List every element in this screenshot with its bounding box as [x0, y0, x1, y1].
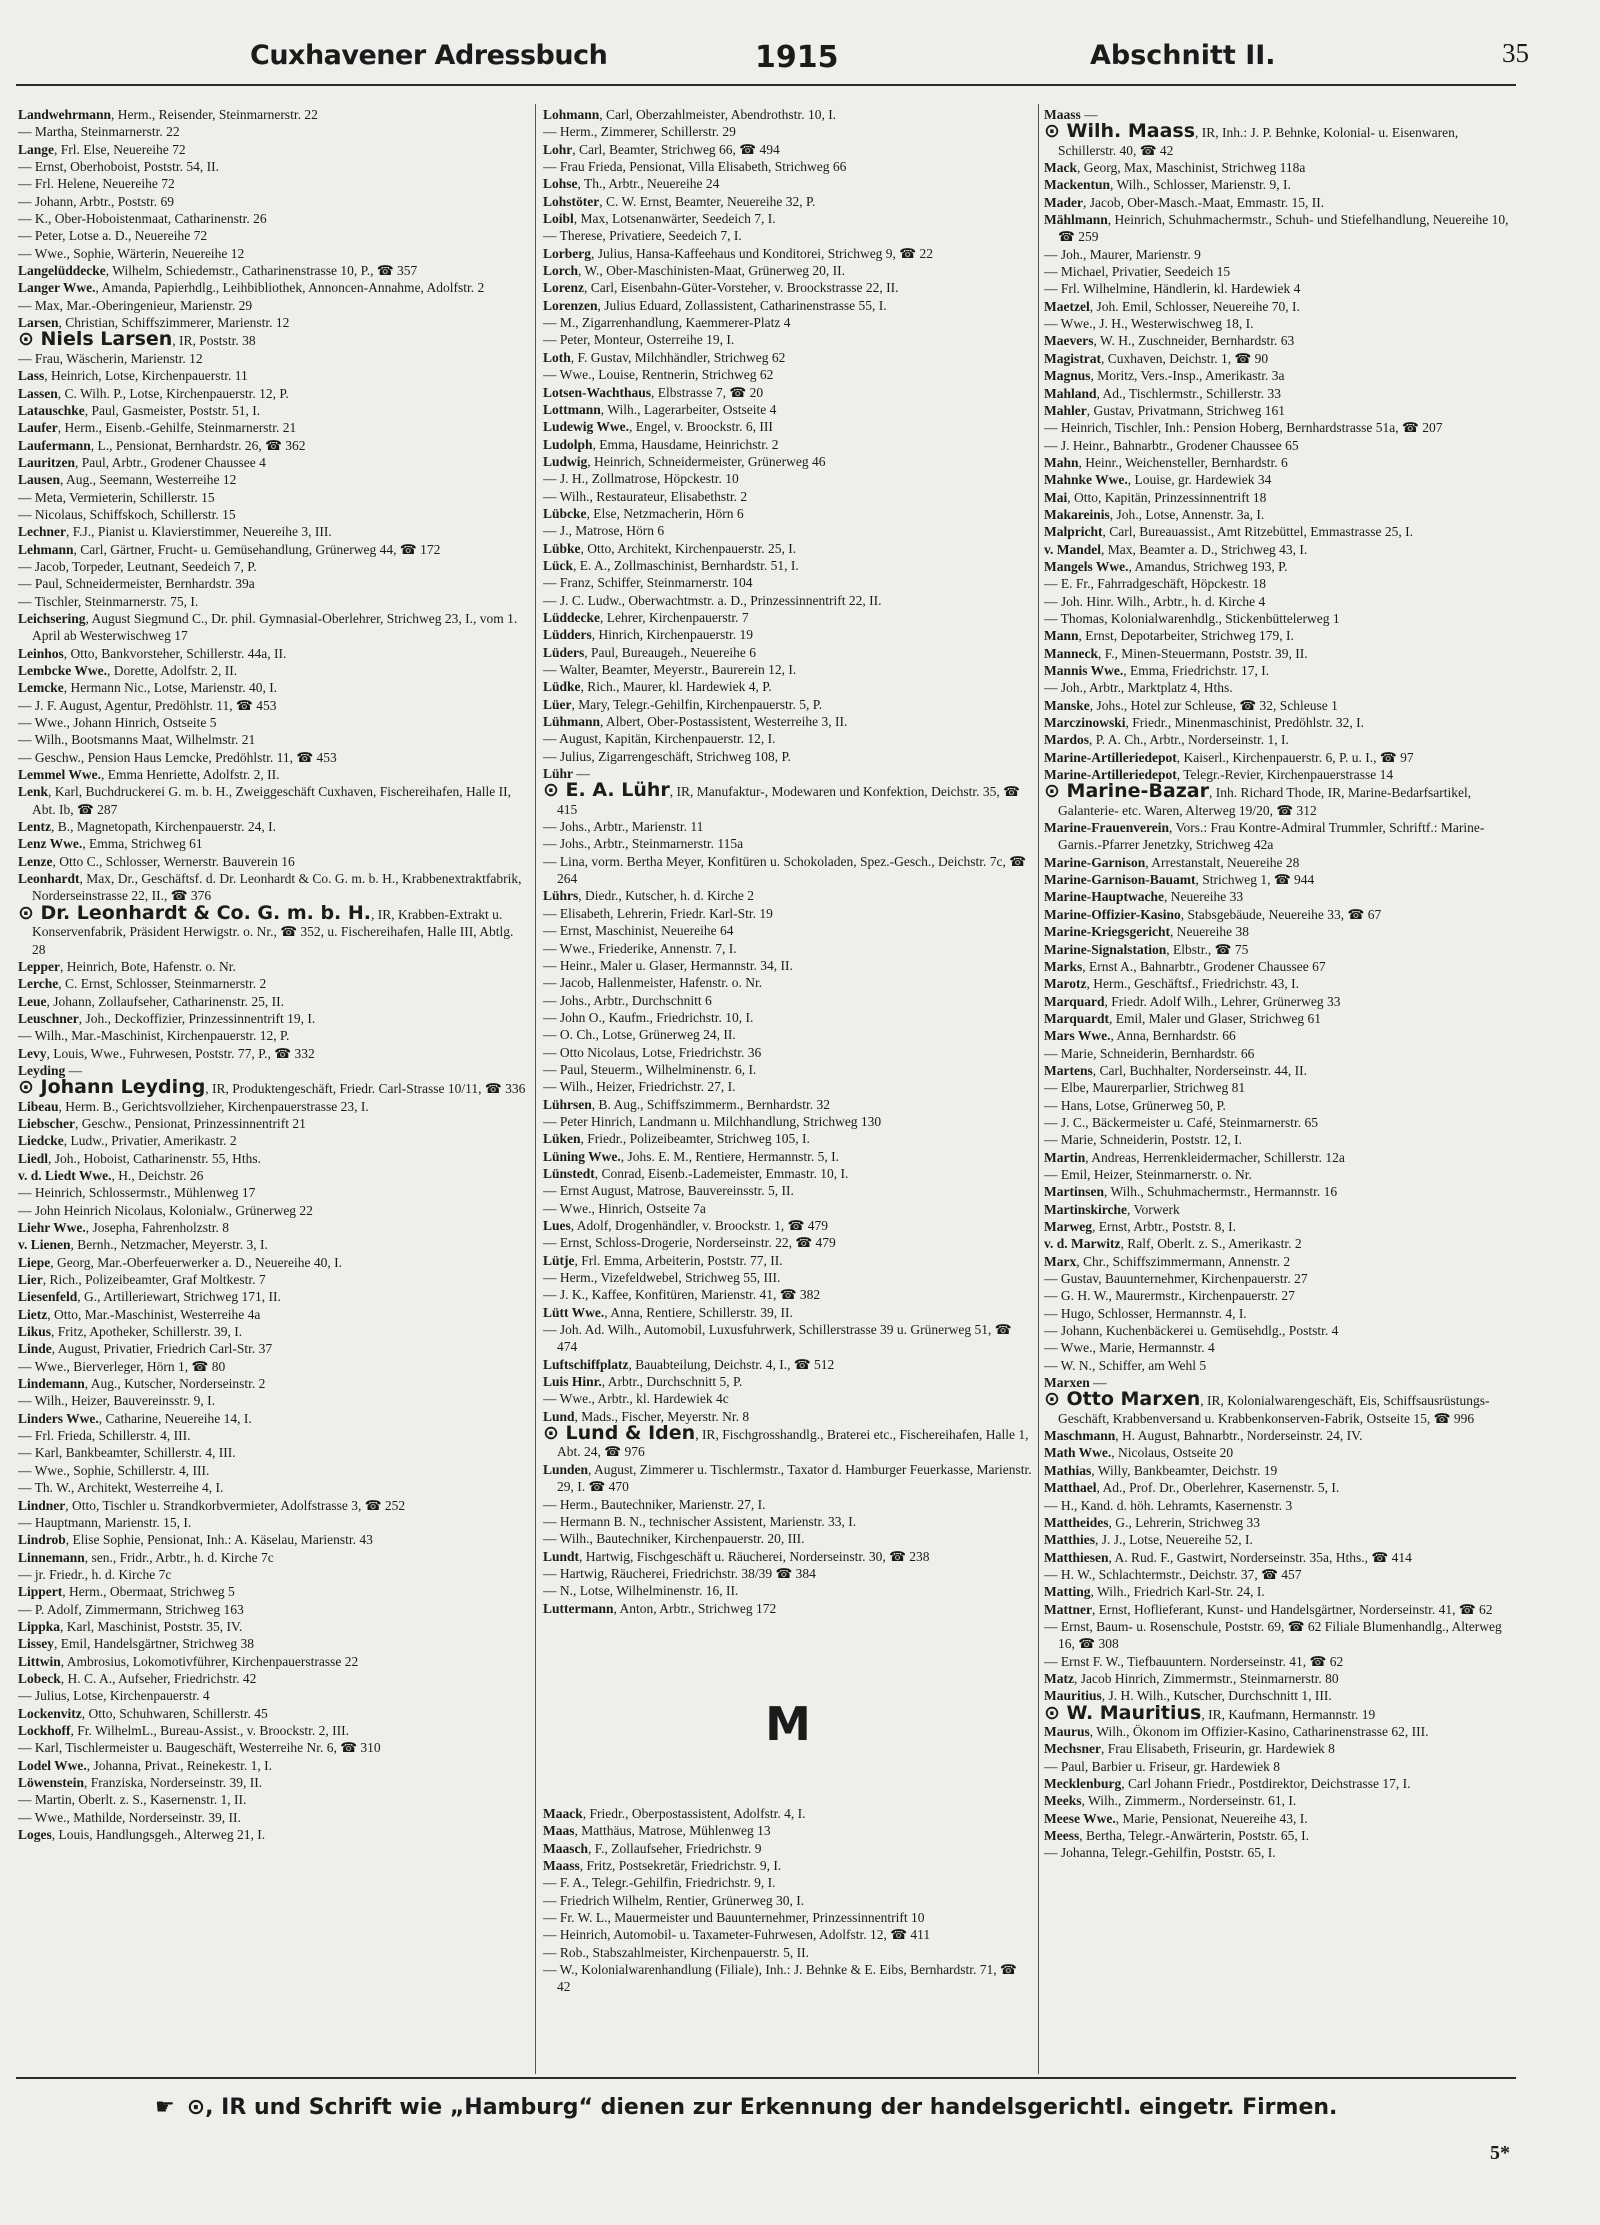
directory-entry: — Ernst F. W., Tiefbauuntern. Norderseinstr. 41, ☎ 62 [1044, 1653, 1344, 1669]
directory-entry: Maass, Fritz, Postsekretär, Friedrichstr. 9, I. [543, 1857, 782, 1873]
directory-entry: Math Wwe., Nicolaus, Ostseite 20 [1044, 1445, 1234, 1461]
directory-entry: Marquardt, Emil, Maler und Glaser, Strichweg 61 [1044, 1010, 1322, 1026]
directory-entry: — Rob., Stabszahlmeister, Kirchenpauerstr. 5, II. [543, 1944, 810, 1960]
directory-entry: v. d. Liedt Wwe., H., Deichstr. 26 [18, 1167, 204, 1183]
column-divider [1038, 104, 1039, 2074]
directory-entry: Meeks, Wilh., Zimmerm., Norderseinstr. 61, I. [1044, 1793, 1297, 1809]
directory-entry: Lütje, Frl. Emma, Arbeiterin, Poststr. 77, II. [543, 1252, 783, 1268]
directory-entry: Lass, Heinrich, Lotse, Kirchenpauerstr. 11 [18, 368, 248, 384]
directory-entry: Matz, Jacob Hinrich, Zimmermstr., Steinmarnerstr. 80 [1044, 1670, 1339, 1686]
directory-entry: — Wwe., Hinrich, Ostseite 7a [543, 1200, 706, 1216]
directory-entry: Lechner, F.J., Pianist u. Klavierstimmer, Neuereihe 3, III. [18, 524, 332, 540]
directory-entry: — Jacob, Torpeder, Leutnant, Seedeich 7, P. [18, 558, 257, 574]
directory-entry: Mattheides, G., Lehrerin, Strichweg 33 [1044, 1514, 1260, 1530]
directory-entry: — W., Kolonialwarenhandlung (Filiale), Inh.: J. Behnke & E. Eibs, Bernhardstr. 71, ☎ 42 [543, 1962, 1017, 1995]
directory-entry: Matthiesen, A. Rud. F., Gastwirt, Norderseinstr. 35a, Hths., ☎ 414 [1044, 1549, 1412, 1565]
directory-entry: Mahn, Heinr., Weichensteller, Bernhardstr. 6 [1044, 454, 1288, 470]
directory-entry: Makareinis, Joh., Lotse, Annenstr. 3a, I. [1044, 506, 1265, 522]
directory-entry: — J., Matrose, Hörn 6 [543, 523, 665, 539]
directory-entry: Lübcke, Else, Netzmacherin, Hörn 6 [543, 505, 744, 521]
directory-entry: Lerche, C. Ernst, Schlosser, Steinmarnerstr. 2 [18, 976, 267, 992]
directory-entry: Lorch, W., Ober-Maschinisten-Maat, Grünerweg 20, II. [543, 263, 846, 279]
directory-entry: — Wwe., Johann Hinrich, Ostseite 5 [18, 715, 217, 731]
directory-entry: — Wilh., Mar.-Maschinist, Kirchenpauerstr. 12, P. [18, 1028, 290, 1044]
directory-entry: Marine-Artilleriedepot, Kaiserl., Kirchenpauerstr. 6, P. u. I., ☎ 97 [1044, 749, 1414, 765]
directory-entry: — John Heinrich Nicolaus, Kolonialw., Grünerweg 22 [18, 1202, 313, 1218]
directory-entry: Liehr Wwe., Josepha, Fahrenholzstr. 8 [18, 1220, 229, 1235]
directory-entry: Lippka, Karl, Maschinist, Poststr. 35, IV. [18, 1618, 243, 1634]
directory-entry: Meess, Bertha, Telegr.-Anwärterin, Poststr. 65, I. [1044, 1828, 1309, 1844]
directory-entry: — August, Kapitän, Kirchenpauerstr. 12, I. [543, 731, 776, 747]
directory-entry: — Joh. Hinr. Wilh., Arbtr., h. d. Kirche 4 [1044, 593, 1266, 609]
directory-entry: Manneck, F., Minen-Steuermann, Poststr. 39, II. [1044, 645, 1308, 661]
directory-entry: — Johann, Kuchenbäckerei u. Gemüsehdlg., Poststr. 4 [1044, 1323, 1339, 1339]
header-rule [16, 84, 1516, 86]
directory-entry: — Therese, Privatiere, Seedeich 7, I. [543, 228, 742, 244]
directory-entry: — Michael, Privatier, Seedeich 15 [1044, 264, 1231, 280]
directory-entry: — Elisabeth, Lehrerin, Friedr. Karl-Str. 19 [543, 905, 773, 921]
directory-entry: — Ernst August, Matrose, Bauvereinsstr. 5, II. [543, 1183, 794, 1199]
directory-entry: Luftschiffplatz, Bauabteilung, Deichstr. 4, I., ☎ 512 [543, 1356, 835, 1372]
column-divider [535, 104, 536, 2074]
directory-entry: Lohr, Carl, Beamter, Strichweg 66, ☎ 494 [543, 141, 780, 157]
directory-entry: Ludolph, Emma, Hausdame, Heinrichstr. 2 [543, 436, 779, 452]
directory-entry: — Meta, Vermieterin, Schillerstr. 15 [18, 489, 215, 505]
directory-entry: Mecklenburg, Carl Johann Friedr., Postdirektor, Deichstrasse 17, I. [1044, 1776, 1411, 1791]
directory-entry: Marine-Garnison-Bauamt, Strichweg 1, ☎ 944 [1044, 872, 1315, 888]
directory-entry: Marine-Frauenverein, Vors.: Frau Kontre-Admiral Trummler, Schriftf.: Marine-Garnis.-Pfarrer Jenetzky, Strichweg 42a [1044, 820, 1485, 853]
directory-entry: — Julius, Zigarrengeschäft, Strichweg 108, P. [543, 748, 791, 764]
directory-entry: ⊙ W. Mauritius, IR, Kaufmann, Hermannstr. 19 [1044, 1701, 1376, 1724]
directory-entry: — Heinrich, Automobil- u. Taxameter-Fuhrwesen, Adolfstr. 12, ☎ 411 [543, 1927, 931, 1943]
directory-entry: Liepe, Georg, Mar.-Oberfeuerwerker a. D., Neuereihe 40, I. [18, 1254, 342, 1270]
directory-entry: — Ernst, Schloss-Drogerie, Norderseinstr. 22, ☎ 479 [543, 1235, 836, 1251]
directory-entry: v. Lienen, Bernh., Netzmacher, Meyerstr. 3, I. [18, 1237, 268, 1253]
directory-entry: Mackentun, Wilh., Schlosser, Marienstr. 9, I. [1044, 177, 1291, 193]
directory-entry: Maas, Matthäus, Matrose, Mühlenweg 13 [543, 1823, 771, 1839]
directory-entry: Lorenz, Carl, Eisenbahn-Güter-Vorsteher, v. Broockstrasse 22, II. [543, 280, 899, 296]
directory-entry: Lemmel Wwe., Emma Henriette, Adolfstr. 2, II. [18, 767, 280, 783]
directory-entry: Lietz, Otto, Mar.-Maschinist, Westerreihe 4a [18, 1306, 261, 1322]
directory-entry: Malpricht, Carl, Bureauassist., Amt Ritzebüttel, Emmastrasse 25, I. [1044, 524, 1413, 540]
directory-entry: — Heinrich, Schlossermstr., Mühlenweg 17 [18, 1185, 256, 1201]
directory-entry: — Wwe., Bierverleger, Hörn 1, ☎ 80 [18, 1358, 226, 1374]
directory-entry: — Otto Nicolaus, Lotse, Friedrichstr. 36 [543, 1044, 762, 1060]
year: 1915 [755, 40, 839, 75]
directory-entry: — Friedrich Wilhelm, Rentier, Grünerweg 30, I. [543, 1892, 805, 1908]
directory-entry: Lühr — [543, 766, 590, 782]
directory-entry: Lüders, Paul, Bureaugeh., Neuereihe 6 [543, 644, 756, 660]
directory-entry: Leyding — [18, 1062, 83, 1078]
directory-entry: — Herm., Zimmerer, Schillerstr. 29 [543, 124, 736, 140]
directory-entry: Mannis Wwe., Emma, Friedrichstr. 17, I. [1044, 663, 1270, 678]
directory-entry: Maschmann, H. August, Bahnarbtr., Norderseinstr. 24, IV. [1044, 1428, 1363, 1444]
column-2 [543, 106, 1033, 1996]
directory-entry: — J. H., Zollmatrose, Höpckestr. 10 [543, 471, 739, 487]
directory-entry: Maevers, W. H., Zuschneider, Bernhardstr. 63 [1044, 333, 1295, 349]
directory-entry: — Peter Hinrich, Landmann u. Milchhandlung, Strichweg 130 [543, 1113, 882, 1129]
directory-entry: Marine-Signalstation, Elbstr., ☎ 75 [1044, 941, 1249, 957]
directory-entry: Lues, Adolf, Drogenhändler, v. Broockstr. 1, ☎ 479 [543, 1218, 829, 1233]
directory-entry: — Ernst, Baum- u. Rosenschule, Poststr. 69, ☎ 62 Filiale Blumenhandlg., Alterweg 16, ☎ 308 [1044, 1618, 1502, 1652]
directory-entry: — Geschw., Pension Haus Lemcke, Predöhlstr. 11, ☎ 453 [18, 749, 337, 765]
directory-entry: Mechsner, Frau Elisabeth, Friseurin, gr. Hardewiek 8 [1044, 1741, 1335, 1757]
directory-entry: Linders Wwe., Catharine, Neuereihe 14, I. [18, 1410, 252, 1426]
directory-entry: Loges, Louis, Handlungsgeh., Alterweg 21, I. [18, 1827, 266, 1843]
directory-entry: Lentz, B., Magnetopath, Kirchenpauerstr. 24, I. [18, 819, 276, 835]
directory-entry: — Hermann B. N., technischer Assistent, Marienstr. 33, I. [543, 1513, 857, 1529]
directory-entry: — Fr. W. L., Mauermeister und Bauunternehmer, Prinzessinnentrift 10 [543, 1909, 925, 1925]
directory-entry: — Wwe., Sophie, Schillerstr. 4, III. [18, 1462, 210, 1478]
directory-entry: — E. Fr., Fahrradgeschäft, Höpckestr. 18 [1044, 576, 1266, 592]
directory-entry: — Johs., Arbtr., Marienstr. 11 [543, 819, 704, 835]
directory-entry: — Elbe, Maurerparlier, Strichweg 81 [1044, 1080, 1246, 1096]
directory-entry: Landwehrmann, Herm., Reisender, Steinmarnerstr. 22 [18, 107, 318, 122]
directory-entry: — jr. Friedr., h. d. Kirche 7c [18, 1566, 172, 1582]
directory-entry: Linde, August, Privatier, Friedrich Carl-Str. 37 [18, 1341, 273, 1357]
footer-rule [16, 2077, 1516, 2079]
directory-entry: Mählmann, Heinrich, Schuhmachermstr., Schuh- und Stiefelhandlung, Neuereihe 10, ☎ 259 [1044, 212, 1509, 245]
directory-entry: Magistrat, Cuxhaven, Deichstr. 1, ☎ 90 [1044, 350, 1269, 366]
directory-entry: Lühmann, Albert, Ober-Postassistent, Westerreihe 3, II. [543, 714, 848, 730]
directory-entry: Leichsering, August Siegmund C., Dr. phil. Gymnasial-Oberlehrer, Strichweg 23, I., vom 1. April ab Westerwischweg 17 [18, 610, 518, 644]
running-title: Cuxhavener Adressbuch [250, 40, 608, 71]
directory-entry: — Wilh., Heizer, Bauvereinsstr. 9, I. [18, 1393, 215, 1409]
directory-entry: ⊙ Lund & Iden, IR, Fischgrosshandlg., Braterei etc., Fischereihafen, Halle 1, Abt. 24, ☎ 976 [543, 1422, 1029, 1460]
directory-entry: Liedcke, Ludw., Privatier, Amerikastr. 2 [18, 1133, 237, 1149]
directory-entry: — Wwe., Sophie, Wärterin, Neuereihe 12 [18, 245, 245, 261]
directory-entry: — Johanna, Telegr.-Gehilfin, Poststr. 65, I. [1044, 1845, 1276, 1861]
directory-entry: — Hugo, Schlosser, Hermannstr. 4, I. [1044, 1305, 1247, 1321]
directory-entry: Ludewig Wwe., Engel, v. Broockstr. 6, III [543, 419, 773, 435]
directory-entry: Loth, F. Gustav, Milchhändler, Strichweg 62 [543, 349, 786, 365]
directory-entry: Lück, E. A., Zollmaschinist, Bernhardstr. 51, I. [543, 557, 799, 573]
directory-entry: Leinhos, Otto, Bankvorsteher, Schillerstr. 44a, II. [18, 645, 287, 661]
directory-entry: Mahler, Gustav, Privatmann, Strichweg 161 [1044, 402, 1285, 418]
directory-entry: — Wwe., Louise, Rentnerin, Strichweg 62 [543, 367, 774, 383]
directory-entry: Mader, Jacob, Ober-Masch.-Maat, Emmastr. 15, II. [1044, 194, 1325, 210]
directory-entry: Lippert, Herm., Obermaat, Strichweg 5 [18, 1584, 235, 1600]
directory-entry: Martinsen, Wilh., Schuhmachermstr., Hermannstr. 16 [1044, 1184, 1338, 1200]
directory-entry: — Wilh., Bootsmanns Maat, Wilhelmstr. 21 [18, 732, 256, 748]
directory-entry: — Martha, Steinmarnerstr. 22 [18, 124, 180, 140]
directory-entry: Marxen — [1044, 1375, 1107, 1391]
directory-entry: Linnemann, sen., Fridr., Arbtr., h. d. Kirche 7c [18, 1549, 274, 1565]
directory-entry: Marine-Garnison, Arrestanstalt, Neuereihe 28 [1044, 854, 1300, 870]
directory-entry: Matthael, Ad., Prof. Dr., Oberlehrer, Kasernenstr. 5, I. [1044, 1480, 1340, 1496]
section-letter: M [765, 1696, 811, 1751]
directory-entry: Marotz, Herm., Geschäftsf., Friedrichstr. 43, I. [1044, 976, 1300, 992]
directory-entry: Latauschke, Paul, Gasmeister, Poststr. 51, I. [18, 402, 261, 418]
directory-entry: Mattner, Ernst, Hoflieferant, Kunst- und Handelsgärtner, Norderseinstr. 41, ☎ 62 [1044, 1601, 1493, 1617]
directory-entry: Marweg, Ernst, Arbtr., Poststr. 8, I. [1044, 1219, 1236, 1234]
directory-entry: Marine-Kriegsgericht, Neuereihe 38 [1044, 924, 1250, 940]
directory-entry: Lübke, Otto, Architekt, Kirchenpauerstr. 25, I. [543, 540, 797, 556]
directory-entry: Lodel Wwe., Johanna, Privat., Reinekestr. 1, I. [18, 1757, 272, 1773]
directory-entry: Lobeck, H. C. A., Aufseher, Friedrichstr. 42 [18, 1670, 257, 1686]
directory-entry: Ludwig, Heinrich, Schneidermeister, Grünerweg 46 [543, 453, 826, 469]
directory-entry: Mahland, Ad., Tischlermstr., Schillerstr. 33 [1044, 385, 1282, 401]
directory-entry: Mahnke Wwe., Louise, gr. Hardewiek 34 [1044, 472, 1272, 488]
directory-entry: — Wwe., Mathilde, Norderseinstr. 39, II. [18, 1809, 241, 1825]
directory-entry: — Paul, Barbier u. Friseur, gr. Hardewiek 8 [1044, 1758, 1281, 1774]
directory-entry: Lier, Rich., Polizeibeamter, Graf Moltkestr. 7 [18, 1272, 266, 1288]
directory-entry: Mangels Wwe., Amandus, Strichweg 193, P. [1044, 558, 1288, 574]
directory-entry: ⊙ Marine-Bazar, Inh. Richard Thode, IR, Marine-Bedarfsartikel, Galanterie- etc. Waren, Alterweg 19/20, ☎ 312 [1044, 780, 1472, 818]
directory-entry: Lindrob, Elise Sophie, Pensionat, Inh.: A. Käselau, Marienstr. 43 [18, 1532, 373, 1548]
page-number: 35 [1502, 38, 1529, 68]
directory-entry: Marine-Offizier-Kasino, Stabsgebäude, Neuereihe 33, ☎ 67 [1044, 906, 1382, 922]
directory-entry: — Joh., Maurer, Marienstr. 9 [1044, 246, 1201, 262]
directory-entry: Larsen, Christian, Schiffszimmerer, Marienstr. 12 [18, 315, 290, 331]
directory-entry: Lorberg, Julius, Hansa-Kaffeehaus und Konditorei, Strichweg 9, ☎ 22 [543, 245, 934, 261]
directory-entry: Lührsen, B. Aug., Schiffszimmerm., Bernhardstr. 32 [543, 1096, 831, 1112]
column-1 [18, 106, 530, 1843]
directory-entry: — Frl. Wilhelmine, Händlerin, kl. Hardewiek 4 [1044, 281, 1301, 297]
directory-entry: — Ernst, Maschinist, Neuereihe 64 [543, 923, 734, 939]
sheet-signature: 5* [1490, 2142, 1510, 2164]
directory-entry: Liebscher, Geschw., Pensionat, Prinzessinnentrift 21 [18, 1115, 306, 1131]
directory-entry: Lenze, Otto C., Schlosser, Wernerstr. Bauverein 16 [18, 853, 295, 869]
directory-entry: — J. F. August, Agentur, Predöhlstr. 11, ☎ 453 [18, 697, 277, 713]
directory-entry: — Johann, Arbtr., Poststr. 69 [18, 193, 175, 209]
directory-entry: — F. A., Telegr.-Gehilfin, Friedrichstr. 9, I. [543, 1875, 776, 1891]
section-title: Abschnitt II. [1090, 40, 1276, 71]
directory-entry: Lemcke, Hermann Nic., Lotse, Marienstr. 40, I. [18, 680, 278, 696]
directory-entry: Mack, Georg, Max, Maschinist, Strichweg 118a [1044, 160, 1306, 176]
directory-entry: — John O., Kaufm., Friedrichstr. 10, I. [543, 1009, 754, 1025]
directory-entry: ⊙ Dr. Leonhardt & Co. G. m. b. H., IR, Krabben-Extrakt u. Konservenfabrik, Präsident Herwigstr. o. Nr., ☎ 352, u. Fischereihafen, Halle III, Abtlg. 28 [18, 901, 514, 957]
directory-entry: Lange, Frl. Else, Neuereihe 72 [18, 141, 186, 157]
directory-entry: ⊙ Niels Larsen, IR, Poststr. 38 [18, 328, 256, 351]
directory-entry: — Johs., Arbtr., Durchschnitt 6 [543, 992, 712, 1008]
directory-entry: Mai, Otto, Kapitän, Prinzessinnentrift 18 [1044, 489, 1267, 505]
directory-entry: — Wilh., Bautechniker, Kirchenpauerstr. 20, III. [543, 1531, 805, 1547]
directory-entry: — Marie, Schneiderin, Poststr. 12, I. [1044, 1132, 1242, 1148]
directory-entry: Lauritzen, Paul, Arbtr., Grodener Chaussee 4 [18, 454, 266, 470]
directory-entry: ⊙ Wilh. Maass, IR, Inh.: J. P. Behnke, Kolonial- u. Eisenwaren, Schillerstr. 40, ☎ 42 [1044, 120, 1459, 158]
directory-entry: — Max, Mar.-Oberingenieur, Marienstr. 29 [18, 297, 253, 313]
directory-entry: Lüdders, Hinrich, Kirchenpauerstr. 19 [543, 627, 753, 643]
directory-entry: — Herm., Vizefeldwebel, Strichweg 55, III. [543, 1270, 781, 1286]
directory-entry: Marquard, Friedr. Adolf Wilh., Lehrer, Grünerweg 33 [1044, 993, 1341, 1009]
directory-entry: — Emil, Heizer, Steinmarnerstr. o. Nr. [1044, 1166, 1252, 1182]
directory-entry: Lohmann, Carl, Oberzahlmeister, Abendrothstr. 10, I. [543, 107, 837, 122]
directory-entry: — Lina, vorm. Bertha Meyer, Konfitüren u. Schokoladen, Spez.-Gesch., Deichstr. 7c, ☎ 264 [543, 853, 1027, 887]
pointing-hand-icon: ☛ [155, 2095, 175, 2120]
directory-entry: Lotsen-Wachthaus, Elbstrasse 7, ☎ 20 [543, 384, 764, 400]
directory-entry: Lissey, Emil, Handelsgärtner, Strichweg 38 [18, 1636, 255, 1652]
page-header [0, 40, 1600, 76]
directory-entry: Lepper, Heinrich, Bote, Hafenstr. o. Nr. [18, 958, 236, 974]
directory-entry: Loibl, Max, Lotsenanwärter, Seedeich 7, I. [543, 211, 776, 227]
directory-entry: Lohstöter, C. W. Ernst, Beamter, Neuereihe 32, P. [543, 193, 816, 209]
directory-entry: Lünstedt, Conrad, Eisenb.-Lademeister, Emmastr. 10, I. [543, 1165, 849, 1181]
directory-entry: Mann, Ernst, Depotarbeiter, Strichweg 179, I. [1044, 628, 1294, 644]
directory-entry: — Thomas, Kolonialwarenhdlg., Stickenbüttelerweg 1 [1044, 610, 1340, 626]
directory-entry: Liedl, Joh., Hoboist, Catharinenstr. 55, Hths. [18, 1150, 262, 1166]
directory-entry: Lüer, Mary, Telegr.-Gehilfin, Kirchenpauerstr. 5, P. [543, 696, 823, 712]
directory-entry: Matthies, J. J., Lotse, Neuereihe 52, I. [1044, 1532, 1253, 1548]
directory-entry: — H. W., Schlachtermstr., Deichstr. 37, ☎ 457 [1044, 1566, 1302, 1582]
directory-entry: Laufer, Herm., Eisenb.-Gehilfe, Steinmarnerstr. 21 [18, 420, 297, 436]
directory-entry: Lorenzen, Julius Eduard, Zollassistent, Catharinenstrasse 55, I. [543, 297, 887, 313]
directory-entry: — Wilh., Restaurateur, Elisabethstr. 2 [543, 488, 748, 504]
directory-entry: Lehmann, Carl, Gärtner, Frucht- u. Gemüsehandlung, Grünerweg 44, ☎ 172 [18, 541, 441, 557]
footer-text: ⊙, IR und Schrift wie „Hamburg“ dienen zur Erkennung der handelsgerichtl. eingetr. Firmen. [186, 2095, 1338, 2120]
directory-entry: — Ernst, Oberhoboist, Poststr. 54, II. [18, 159, 219, 175]
directory-entry: Laufermann, L., Pensionat, Bernhardstr. 26, ☎ 362 [18, 437, 306, 453]
directory-entry: Mars Wwe., Anna, Bernhardstr. 66 [1044, 1028, 1236, 1044]
directory-entry: — Wwe., Marie, Hermannstr. 4 [1044, 1340, 1215, 1356]
directory-entry: — Tischler, Steinmarnerstr. 75, I. [18, 593, 199, 609]
directory-entry: Lenz Wwe., Emma, Strichweg 61 [18, 836, 203, 852]
directory-entry: Mathias, Willy, Bankbeamter, Deichstr. 19 [1044, 1462, 1278, 1478]
directory-entry: — Gustav, Bauunternehmer, Kirchenpauerstr. 27 [1044, 1271, 1308, 1287]
directory-entry: Manske, Johs., Hotel zur Schleuse, ☎ 32, Schleuse 1 [1044, 697, 1338, 713]
directory-entry: Liesenfeld, G., Artilleriewart, Strichweg 171, II. [18, 1289, 281, 1305]
directory-entry: Luttermann, Anton, Arbtr., Strichweg 172 [543, 1600, 777, 1616]
directory-entry: Lunden, August, Zimmerer u. Tischlermstr., Taxator d. Hamburger Feuerkasse, Marienstr. 29, I. ☎ 470 [543, 1461, 1032, 1495]
directory-entry: Lührs, Diedr., Kutscher, h. d. Kirche 2 [543, 888, 754, 904]
directory-entry: — Hauptmann, Marienstr. 15, I. [18, 1514, 192, 1530]
directory-entry: Maurus, Wilh., Ökonom im Offizier-Kasino, Catharinenstrasse 62, III. [1044, 1723, 1429, 1739]
directory-entry: Luis Hinr., Arbtr., Durchschnitt 5, P. [543, 1374, 743, 1390]
directory-entry: Leuschner, Joh., Deckoffizier, Prinzessinnentrift 19, I. [18, 1010, 316, 1026]
directory-entry: v. d. Marwitz, Ralf, Oberlt. z. S., Amerikastr. 2 [1044, 1236, 1302, 1252]
footer-note [155, 2095, 1555, 2120]
directory-entry: Lund, Mads., Fischer, Meyerstr. Nr. 8 [543, 1408, 750, 1424]
directory-entry: — Karl, Tischlermeister u. Baugeschäft, Westerreihe Nr. 6, ☎ 310 [18, 1740, 381, 1756]
directory-entry: — Walter, Beamter, Meyerstr., Baurerein 12, I. [543, 662, 797, 677]
directory-entry: Lohse, Th., Arbtr., Neuereihe 24 [543, 176, 720, 192]
directory-entry: — Marie, Schneiderin, Bernhardstr. 66 [1044, 1045, 1255, 1061]
directory-entry: — J. C. Ludw., Oberwachtmstr. a. D., Prinzessinnentrift 22, II. [543, 592, 882, 608]
directory-entry: Maasch, F., Zollaufseher, Friedrichstr. 9 [543, 1840, 762, 1856]
directory-entry: — Peter, Monteur, Osterreihe 19, I. [543, 332, 735, 348]
directory-entry: Lüddecke, Lehrer, Kirchenpauerstr. 7 [543, 609, 749, 625]
directory-entry: Maack, Friedr., Oberpostassistent, Adolfstr. 4, I. [543, 1805, 806, 1821]
directory-entry: Lütt Wwe., Anna, Rentiere, Schillerstr. 39, II. [543, 1304, 793, 1320]
directory-entry: — Heinr., Maler u. Glaser, Hermannstr. 34, II. [543, 957, 793, 973]
directory-entry: Meese Wwe., Marie, Pensionat, Neuereihe 43, I. [1044, 1810, 1308, 1826]
directory-entry: Matting, Wilh., Friedrich Karl-Str. 24, I. [1044, 1584, 1265, 1600]
directory-entry: — Frau, Wäscherin, Marienstr. 12 [18, 350, 203, 366]
directory-entry: Lüning Wwe., Johs. E. M., Rentiere, Hermannstr. 5, I. [543, 1148, 839, 1164]
directory-entry: Marx, Chr., Schiffszimmermann, Annenstr. 2 [1044, 1253, 1291, 1269]
directory-entry: — Wwe., Friederike, Annenstr. 7, I. [543, 940, 737, 956]
directory-entry: — Johs., Arbtr., Steinmarnerstr. 115a [543, 836, 744, 852]
directory-entry: — Frl. Frieda, Schillerstr. 4, III. [18, 1428, 191, 1444]
directory-entry: Lindemann, Aug., Kutscher, Norderseinstr. 2 [18, 1376, 266, 1392]
directory-entry: Langer Wwe., Amanda, Papierhdlg., Leihbibliothek, Annoncen-Annahme, Adolfstr. 2 [18, 280, 485, 296]
directory-entry: — Wwe., J. H., Westerwischweg 18, I. [1044, 316, 1254, 332]
directory-entry: Lausen, Aug., Seemann, Westerreihe 12 [18, 472, 237, 488]
directory-entry: — Joh. Ad. Wilh., Automobil, Luxusfuhrwerk, Schillerstrasse 39 u. Grünerweg 51, ☎ 474 [543, 1322, 1012, 1355]
directory-entry: — J. K., Kaffee, Konfitüren, Marienstr. 41, ☎ 382 [543, 1287, 821, 1303]
directory-entry: Libeau, Herm. B., Gerichtsvollzieher, Kirchenpauerstrasse 23, I. [18, 1098, 369, 1114]
directory-entry: — M., Zigarrenhandlung, Kaemmerer-Platz 4 [543, 315, 791, 331]
directory-entry: — Frl. Helene, Neuereihe 72 [18, 176, 175, 192]
directory-entry: Lindner, Otto, Tischler u. Strandkorbvermieter, Adolfstrasse 3, ☎ 252 [18, 1497, 406, 1513]
directory-entry: Maetzel, Joh. Emil, Schlosser, Neuereihe 70, I. [1044, 298, 1300, 314]
directory-entry: Lüdke, Rich., Maurer, kl. Hardewiek 4, P. [543, 679, 772, 695]
directory-entry: ⊙ Otto Marxen, IR, Kolonialwarengeschäft, Eis, Schiffsausrüstungs-Geschäft, Krabbenversand u. Krabbenkonserven-Fabrik, Ostseite 15, ☎ 996 [1044, 1388, 1490, 1426]
directory-entry: Lüken, Friedr., Polizeibeamter, Strichweg 105, I. [543, 1131, 810, 1147]
directory-entry: Mardos, P. A. Ch., Arbtr., Norderseinstr. 1, I. [1044, 732, 1289, 748]
directory-entry: — J. C., Bäckermeister u. Café, Steinmarnerstr. 65 [1044, 1114, 1319, 1130]
directory-entry: — Hartwig, Räucherei, Friedrichstr. 38/39 ☎ 384 [543, 1565, 816, 1581]
directory-entry: — Hans, Lotse, Grünerweg 50, P. [1044, 1097, 1226, 1113]
directory-entry: v. Mandel, Max, Beamter a. D., Strichweg 43, I. [1044, 541, 1308, 557]
directory-entry: Leonhardt, Max, Dr., Geschäftsf. d. Dr. Leonhardt & Co. G. m. b. H., Krabbenextraktfabrik, Norderseinstrasse 22, II., ☎ 376 [18, 871, 522, 904]
directory-entry: Maass — [1044, 107, 1098, 122]
directory-entry: Levy, Louis, Wwe., Fuhrwesen, Poststr. 77, P., ☎ 332 [18, 1045, 315, 1061]
directory-entry: ⊙ Johann Leyding, IR, Produktengeschäft, Friedr. Carl-Strasse 10/11, ☎ 336 [18, 1076, 526, 1099]
directory-entry: Martin, Andreas, Herrenkleidermacher, Schillerstr. 12a [1044, 1149, 1345, 1165]
directory-entry: — P. Adolf, Zimmermann, Strichweg 163 [18, 1601, 244, 1617]
directory-entry: Lockenvitz, Otto, Schuhwaren, Schillerstr. 45 [18, 1705, 268, 1721]
directory-entry: Mauritius, J. H. Wilh., Kutscher, Durchschnitt 1, III. [1044, 1688, 1332, 1704]
directory-entry: — Julius, Lotse, Kirchenpauerstr. 4 [18, 1688, 210, 1704]
directory-entry: — Paul, Steuerm., Wilhelminenstr. 6, I. [543, 1061, 757, 1077]
directory-entry: Lembcke Wwe., Dorette, Adolfstr. 2, II. [18, 663, 238, 678]
directory-entry: Martens, Carl, Buchhalter, Norderseinstr. 44, II. [1044, 1062, 1308, 1078]
directory-entry: — Martin, Oberlt. z. S., Kasernenstr. 1, II. [18, 1792, 247, 1808]
directory-entry: Lassen, C. Wilh. P., Lotse, Kirchenpauerstr. 12, P. [18, 385, 289, 401]
directory-entry: — N., Lotse, Wilhelminenstr. 16, II. [543, 1583, 739, 1599]
directory-entry: Magnus, Moritz, Vers.-Insp., Amerikastr. 3a [1044, 368, 1285, 384]
directory-entry: — Franz, Schiffer, Steinmarnerstr. 104 [543, 575, 753, 591]
directory-entry: — Joh., Arbtr., Marktplatz 4, Hths. [1044, 680, 1233, 696]
directory-entry: — K., Ober-Hoboistenmaat, Catharinenstr. 26 [18, 211, 267, 227]
directory-entry: — O. Ch., Lotse, Grünerweg 24, II. [543, 1027, 736, 1043]
directory-entry: — Paul, Schneidermeister, Bernhardstr. 39a [18, 576, 255, 592]
directory-entry: Lundt, Hartwig, Fischgeschäft u. Räucherei, Norderseinstr. 30, ☎ 238 [543, 1548, 930, 1564]
directory-entry: Martinskirche, Vorwerk [1044, 1201, 1180, 1217]
directory-entry: — Th. W., Architekt, Westerreihe 4, I. [18, 1480, 224, 1496]
directory-entry: — Karl, Bankbeamter, Schillerstr. 4, III. [18, 1445, 236, 1461]
directory-entry: Marks, Ernst A., Bahnarbtr., Grodener Chaussee 67 [1044, 958, 1326, 974]
directory-entry: — G. H. W., Maurermstr., Kirchenpauerstr. 27 [1044, 1288, 1295, 1304]
directory-entry: Langelüddecke, Wilhelm, Schiedemstr., Catharinenstrasse 10, P., ☎ 357 [18, 263, 418, 279]
directory-entry: Marine-Hauptwache, Neuereihe 33 [1044, 889, 1244, 905]
directory-entry: Lottmann, Wilh., Lagerarbeiter, Ostseite 4 [543, 401, 777, 417]
directory-entry: Lenk, Karl, Buchdruckerei G. m. b. H., Zweiggeschäft Cuxhaven, Fischereihafen, Halle II, Abt. Ib, ☎ 287 [18, 784, 511, 817]
directory-entry: Likus, Fritz, Apotheker, Schillerstr. 39, I. [18, 1324, 243, 1340]
directory-entry: Marine-Artilleriedepot, Telegr.-Revier, Kirchenpauerstrasse 14 [1044, 767, 1394, 783]
directory-entry: Lockhoff, Fr. WilhelmL., Bureau-Assist., v. Broockstr. 2, III. [18, 1722, 349, 1738]
directory-entry: — Peter, Lotse a. D., Neuereihe 72 [18, 228, 208, 244]
directory-entry: — Herm., Bautechniker, Marienstr. 27, I. [543, 1496, 766, 1512]
directory-entry: — H., Kand. d. höh. Lehramts, Kasernenstr. 3 [1044, 1497, 1293, 1513]
directory-entry: — Jacob, Hallenmeister, Hafenstr. o. Nr. [543, 975, 763, 991]
directory-entry: — Wwe., Arbtr., kl. Hardewiek 4c [543, 1391, 729, 1407]
directory-entry: — Frau Frieda, Pensionat, Villa Elisabeth, Strichweg 66 [543, 159, 847, 175]
directory-entry: Löwenstein, Franziska, Norderseinstr. 39, II. [18, 1775, 263, 1790]
directory-entry: — Wilh., Heizer, Friedrichstr. 27, I. [543, 1079, 736, 1095]
directory-entry: Leue, Johann, Zollaufseher, Catharinenstr. 25, II. [18, 993, 285, 1009]
directory-entry: — Heinrich, Tischler, Inh.: Pension Hoberg, Bernhardstrasse 51a, ☎ 207 [1044, 420, 1443, 436]
directory-entry: Littwin, Ambrosius, Lokomotivführer, Kirchenpauerstrasse 22 [18, 1653, 359, 1669]
directory-entry: — W. N., Schiffer, am Wehl 5 [1044, 1357, 1207, 1373]
column-3 [1044, 106, 1518, 1862]
directory-entry: — J. Heinr., Bahnarbtr., Grodener Chaussee 65 [1044, 437, 1299, 453]
directory-entry: Marczinowski, Friedr., Minenmaschinist, Predöhlstr. 32, I. [1044, 715, 1364, 731]
directory-entry: ⊙ E. A. Lühr, IR, Manufaktur-, Modewaren und Konfektion, Deichstr. 35, ☎ 415 [543, 779, 1020, 817]
directory-entry: — Nicolaus, Schiffskoch, Schillerstr. 15 [18, 506, 236, 522]
